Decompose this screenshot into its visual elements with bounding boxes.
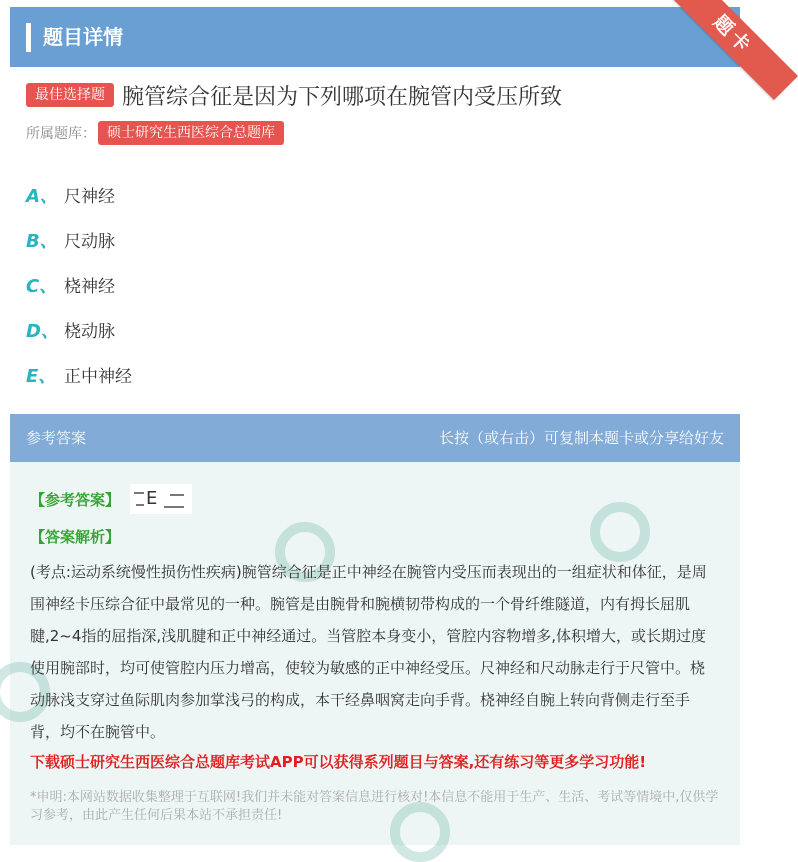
header-bar [10,7,740,67]
option-e[interactable] [26,352,132,397]
option-b[interactable] [26,217,132,262]
watermark-logo-icon [590,502,650,562]
question-type-badge: 最佳选择题 [26,83,114,107]
option-text: 尺动脉 [64,232,115,252]
options-list [26,172,132,397]
option-d[interactable] [26,307,132,352]
answer-section-title: 参考答案 [26,429,87,447]
answer-image [130,484,192,514]
option-text: 桡动脉 [64,322,115,342]
option-letter: E、 [26,365,57,387]
disclaimer: *申明:本网站数据收集整理于互联网!我们并未能对答案信息进行核对!本信息不能用于生产、生活、考试等情境中,仅供学习参考，由此产生任何后果本站不承担责任! [30,790,719,823]
app-promo[interactable]: 下载硕士研究生西医综合总题库考试APP可以获得系列题目与答案,还有练习等更多学习功能! [30,753,647,771]
bank-link[interactable]: 硕士研究生西医综合总题库 [98,121,284,145]
option-letter: B、 [26,230,58,252]
answer-tag: 【参考答案】 [30,490,121,509]
header-accent [26,23,31,52]
analysis-tag: 【答案解析】 [30,528,121,546]
corner-ribbon-label: 题卡 [668,0,798,100]
option-a[interactable] [26,172,132,217]
share-hint: 长按（或右击）可复制本题卡或分享给好友 [438,429,724,447]
answer-body [10,462,740,845]
page-title: 题目详情 [43,25,123,49]
option-c[interactable] [26,262,132,307]
bank-row [26,121,284,145]
question-row [26,78,562,112]
answer-value: E [146,488,158,509]
answer-header [10,414,740,462]
analysis-text: (考点:运动系统慢性损伤性疾病)腕管综合征是正中神经在腕管内受压而表现出的一组症状和体征，是周围神经卡压综合征中最常见的一种。腕管是由腕骨和腕横韧带构成的一个骨纤维隧道，内有拇长屈肌腱,2~4指的屈指深,浅肌腱和正中神经通过。当管腔本身变小，管腔内容物增多,体积增大，或长期过度使用腕部时，均可使管腔内压力增高，使较为敏感的正中神经受压。尺神经和尺动脉走行于尺管中。桡动脉浅支穿过鱼际肌肉参加掌浅弓的构成，本干经鼻咽窝走向手背。桡神经自腕上转向背侧走行至手背，均不在腕管中。 [30,563,707,741]
option-text: 尺神经 [64,187,115,207]
corner-ribbon [650,0,758,100]
question-text: 腕管综合征是因为下列哪项在腕管内受压所致 [122,84,563,110]
option-text: 正中神经 [64,367,132,387]
option-text: 桡神经 [64,277,115,297]
option-letter: A、 [26,185,58,207]
option-letter: D、 [26,320,59,342]
bank-label: 所属题库： [26,126,96,142]
answer-line [30,484,192,514]
option-letter: C、 [26,275,58,297]
